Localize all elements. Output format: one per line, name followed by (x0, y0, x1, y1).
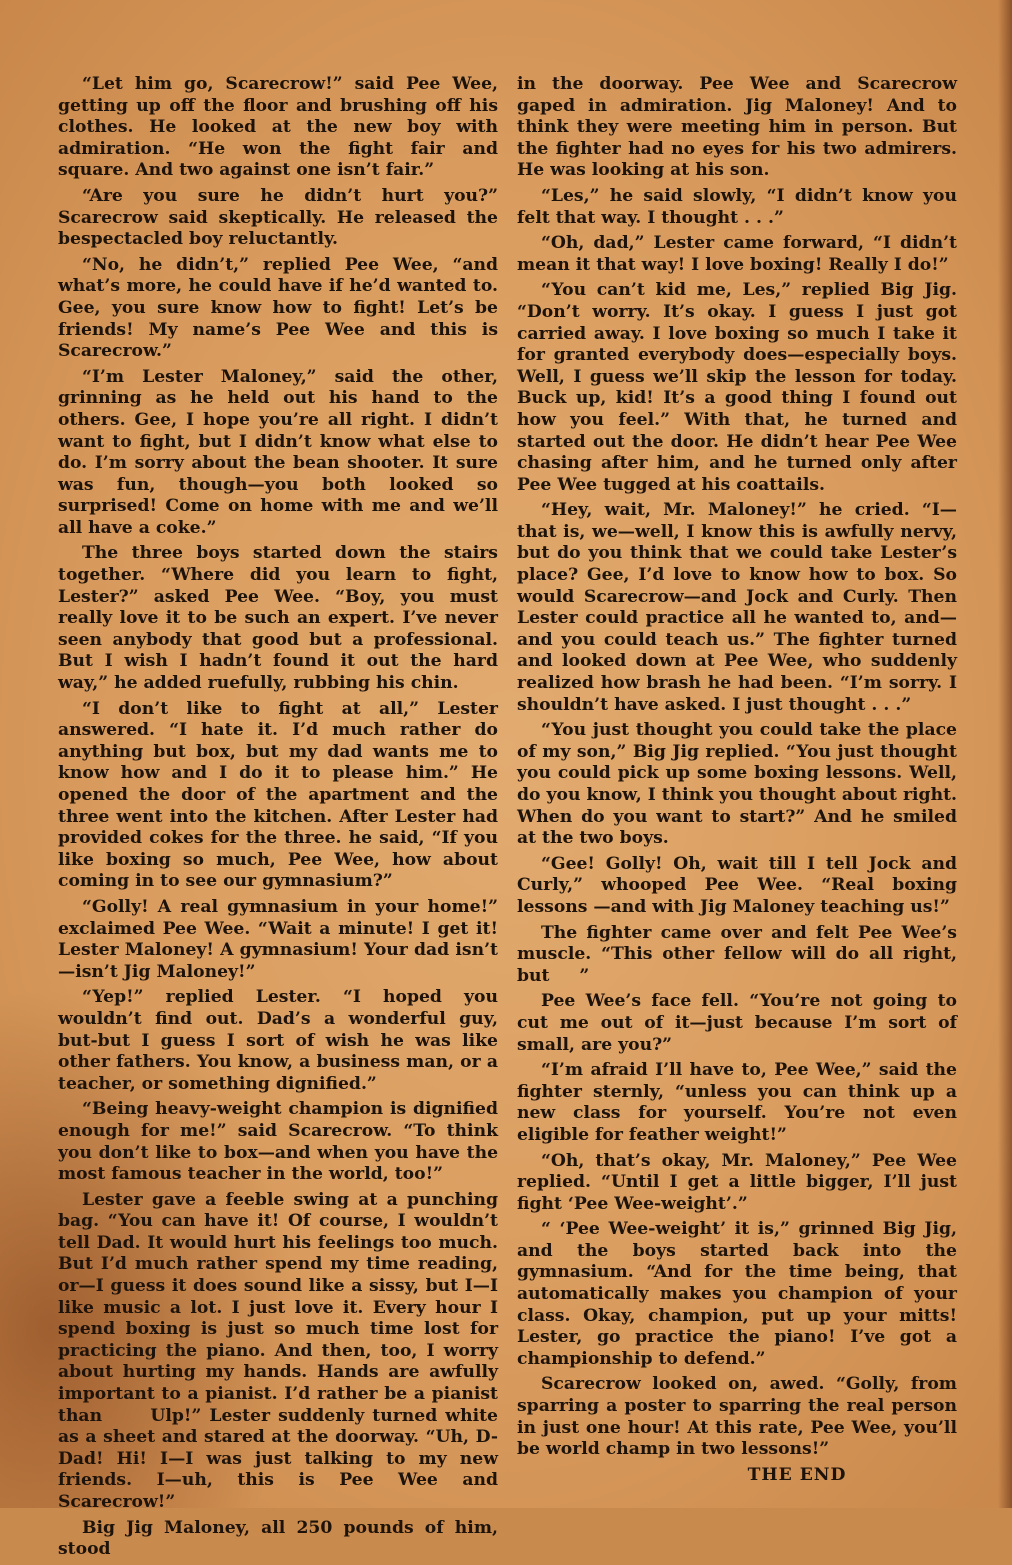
paragraph: “Gee! Golly! Oh, wait till I tell Jock and Curly,” whooped Pee Wee. “Real boxing lessons —and with Jig Maloney teaching us!” (517, 853, 957, 917)
right-text-column (517, 74, 957, 1486)
paragraph: “Oh, dad,” Lester came forward, “I didn’t mean it that way! I love boxing! Really I do!” (517, 233, 957, 275)
paragraph: “Let him go, Scarecrow!” said Pee Wee, getting up off the floor and brushing off his clothes. He looked at the new boy with admiration. “He won the fight fair and square. And two against one isn’t fair.” (58, 74, 498, 181)
left-text-column (58, 74, 498, 1565)
paragraph: “Oh, that’s okay, Mr. Maloney,” Pee Wee replied. “Until I get a little bigger, I’ll just fight ‘Pee Wee-weight’.” (517, 1150, 957, 1214)
paragraph: “You can’t kid me, Les,” replied Big Jig. “Don’t worry. It’s okay. I guess I just got carried away. I love boxing so much I take it for granted everybody does—especially boys. Well, I guess we’ll skip the lesson for today. Buck up, kid! It’s a good thing I found out how you feel.” With that, he turned and started out the door. He didn’t hear Pee Wee chasing after him, and he turned only after Pee Wee tugged at his coattails. (517, 280, 957, 495)
paragraph: “Hey, wait, Mr. Maloney!” he cried. “I—that is, we—well, I know this is awfully nervy, but do you think that we could take Lester’s place? Gee, I’d love to know how to box. So would Scarecrow—and Jock and Curly. Then Lester could practice all he wanted to, and—and you could teach us.” The fighter turned and looked down at Pee Wee, who suddenly realized how brash he had been. “I’m sorry. I shouldn’t have asked. I just thought . . .” (517, 500, 957, 715)
paragraph: The fighter came over and felt Pee Wee’s muscle. “This other fellow will do all right, but ” (517, 922, 957, 986)
paragraph-continued: in the doorway. Pee Wee and Scarecrow gaped in admiration. Jig Maloney! And to think they were meeting him in person. But the fighter had no eyes for his two admirers. He was looking at his son. (517, 74, 957, 181)
paragraph: The three boys started down the stairs together. “Where did you learn to fight, Lester?” asked Pee Wee. “Boy, you must really love it to be such an expert. I’ve never seen anybody that good but a professional. But I wish I hadn’t found it out the hard way,” he added ruefully, rubbing his chin. (58, 543, 498, 694)
paragraph: “ ‘Pee Wee-weight’ it is,” grinned Big Jig, and the boys started back into the gymnasium. “And for the time being, that automatically makes you champion of your class. Okay, champion, put up your mitts! Lester, go practice the piano! I’ve got a championship to defend.” (517, 1219, 957, 1369)
paragraph: “Being heavy-weight champion is dignified enough for me!” said Scarecrow. “To think you don’t like to box—and when you have the most famous teacher in the world, too!” (58, 1099, 498, 1185)
page-edge-shadow (998, 0, 1012, 1508)
the-end-label: THE END (747, 1464, 847, 1485)
paragraph: “Les,” he said slowly, “I didn’t know you felt that way. I thought . . .” (517, 185, 957, 228)
paragraph: Big Jig Maloney, all 250 pounds of him, stood (58, 1517, 498, 1560)
paragraph: “I’m Lester Maloney,” said the other, grinning as he held out his hand to the others. Gee, I hope you’re all right. I didn’t want to fight, but I didn’t know what else to do. I’m sorry about the bean shooter. It sure was fun, though—you both looked so surprised! Come on home with me and we’ll all have a coke.” (58, 366, 498, 538)
paragraph: “You just thought you could take the place of my son,” Big Jig replied. “You just thought you could pick up some boxing lessons. Well, do you know, I think you thought about right. When do you want to start?” And he smiled at the two boys. (517, 720, 957, 849)
paragraph: “Are you sure he didn’t hurt you?” Scarecrow said skeptically. He released the bespectacled boy reluctantly. (58, 185, 498, 250)
paragraph: “Yep!” replied Lester. “I hoped you wouldn’t find out. Dad’s a wonderful guy, but-but I guess I sort of wish he was like other fathers. You know, a business man, or a teacher, or something dignified.” (58, 987, 498, 1094)
paragraph: Scarecrow looked on, awed. “Golly, from sparring a poster to sparring the real person in just one hour! At this rate, Pee Wee, you’ll be world champ in two lessons!” (517, 1374, 957, 1460)
paragraph: Pee Wee’s face fell. “You’re not going to cut me out of it—just because I’m sort of small, are you?” (517, 991, 957, 1055)
paragraph: “No, he didn’t,” replied Pee Wee, “and what’s more, he could have if he’d wanted to. Gee, you sure know how to fight! Let’s be friends! My name’s Pee Wee and this is Scarecrow.” (58, 254, 498, 362)
paragraph: “Golly! A real gymnasium in your home!” exclaimed Pee Wee. “Wait a minute! I get it! Lester Maloney! A gymnasium! Your dad isn’t —isn’t Jig Maloney!” (58, 896, 498, 982)
paragraph: “I’m afraid I’ll have to, Pee Wee,” said the fighter sternly, “unless you can think up a new class for yourself. You’re not even eligible for feather weight!” (517, 1060, 957, 1145)
paragraph: “I don’t like to fight at all,” Lester answered. “I hate it. I’d much rather do anything but box, but my dad wants me to know how and I do it to please him.” He opened the door of the apartment and the three went into the kitchen. After Lester had provided cokes for the three. he said, “If you like boxing so much, Pee Wee, how about coming in to see our gymnasium?” (58, 698, 498, 892)
paragraph: Lester gave a feeble swing at a punching bag. “You can have it! Of course, I wouldn’t tell Dad. It would hurt his feelings too much. But I’d much rather spend my time reading, or—I guess it does sound like a sissy, but I—I like music a lot. I just love it. Every hour I spend boxing is just so much time lost for practicing the piano. And then, too, I worry about hurting my hands. Hands are awfully important to a pianist. I’d rather be a pianist than Ulp!” Lester suddenly turned white as a sheet and stared at the doorway. “Uh, D-Dad! Hi! I—I was just talking to my new friends. I—uh, this is Pee Wee and Scarecrow!” (58, 1189, 498, 1512)
